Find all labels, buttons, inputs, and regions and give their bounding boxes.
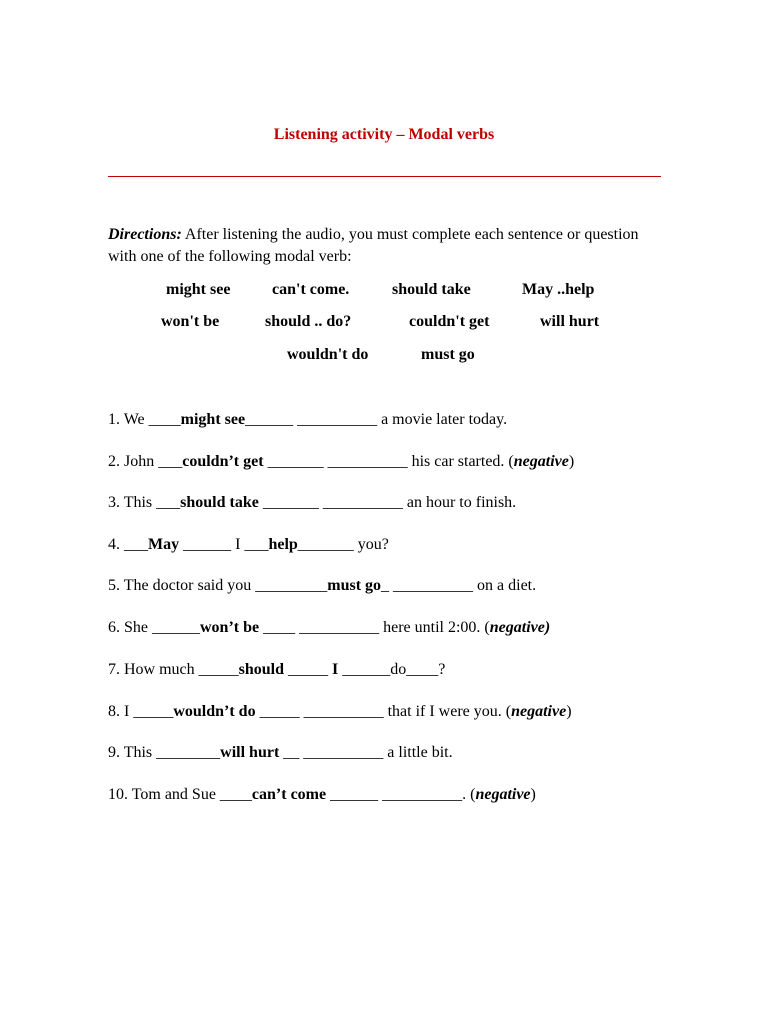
modal-option: wouldn't do	[287, 346, 369, 363]
answer: couldn’t get	[182, 453, 264, 470]
directions-label: Directions:	[108, 226, 182, 243]
question-2: 2. John ___couldn’t get _______ __________ his car started. (negative)	[108, 453, 575, 470]
answer: might see	[180, 411, 246, 428]
answer: will hurt	[220, 744, 280, 761]
question-9: 9. This ________will hurt __ __________ a little bit.	[108, 744, 453, 761]
negative-hint: negative	[513, 453, 569, 470]
question-3: 3. This ___should take _______ __________ an hour to finish.	[108, 494, 517, 511]
answer: won’t be	[200, 619, 260, 636]
modal-bank-row-3	[0, 346, 768, 368]
modal-option: will hurt	[540, 313, 600, 330]
modal-bank-row-1	[0, 281, 768, 303]
modal-option: should .. do?	[265, 313, 352, 330]
negative-hint: negative)	[489, 619, 551, 636]
negative-hint: negative	[475, 786, 531, 803]
question-7: 7. How much _____should _____ I ______do____?	[108, 661, 446, 678]
modal-option: couldn't get	[409, 313, 490, 330]
question-6: 6. She ______won’t be ____ __________ here until 2:00. (negative)	[108, 619, 551, 636]
modal-option: won't be	[161, 313, 220, 330]
answer: must go	[327, 577, 382, 594]
question-5: 5. The doctor said you _________must go_ __________ on a diet.	[108, 577, 537, 594]
answer: May	[148, 536, 180, 553]
modal-bank-row-2	[0, 313, 768, 335]
question-1: 1. We ____might see______ __________ a movie later today.	[108, 411, 508, 428]
page-title: Listening activity – Modal verbs	[273, 126, 495, 143]
modal-option: should take	[392, 281, 471, 298]
question-8: 8. I _____wouldn’t do _____ __________ that if I were you. (negative)	[108, 703, 572, 720]
question-4: 4. ___May ______ I ___help_______ you?	[108, 536, 389, 553]
answer: help	[268, 536, 298, 553]
answer: should take	[180, 494, 259, 511]
negative-hint: negative	[511, 703, 567, 720]
directions-text: After listening the audio, you must complete each sentence or question with one of the following modal verb:	[108, 226, 639, 265]
answer: wouldn’t do	[173, 703, 256, 720]
answer: I	[332, 661, 339, 678]
modal-option: May ..help	[522, 281, 595, 298]
title-divider	[108, 176, 661, 177]
answer: should	[238, 661, 285, 678]
directions-paragraph	[108, 224, 668, 268]
question-10: 10. Tom and Sue ____can’t come ______ __________. (negative)	[108, 786, 536, 803]
modal-option: might see	[166, 281, 231, 298]
modal-option: must go	[421, 346, 475, 363]
modal-option: can't come.	[272, 281, 350, 298]
answer: can’t come	[251, 786, 327, 803]
